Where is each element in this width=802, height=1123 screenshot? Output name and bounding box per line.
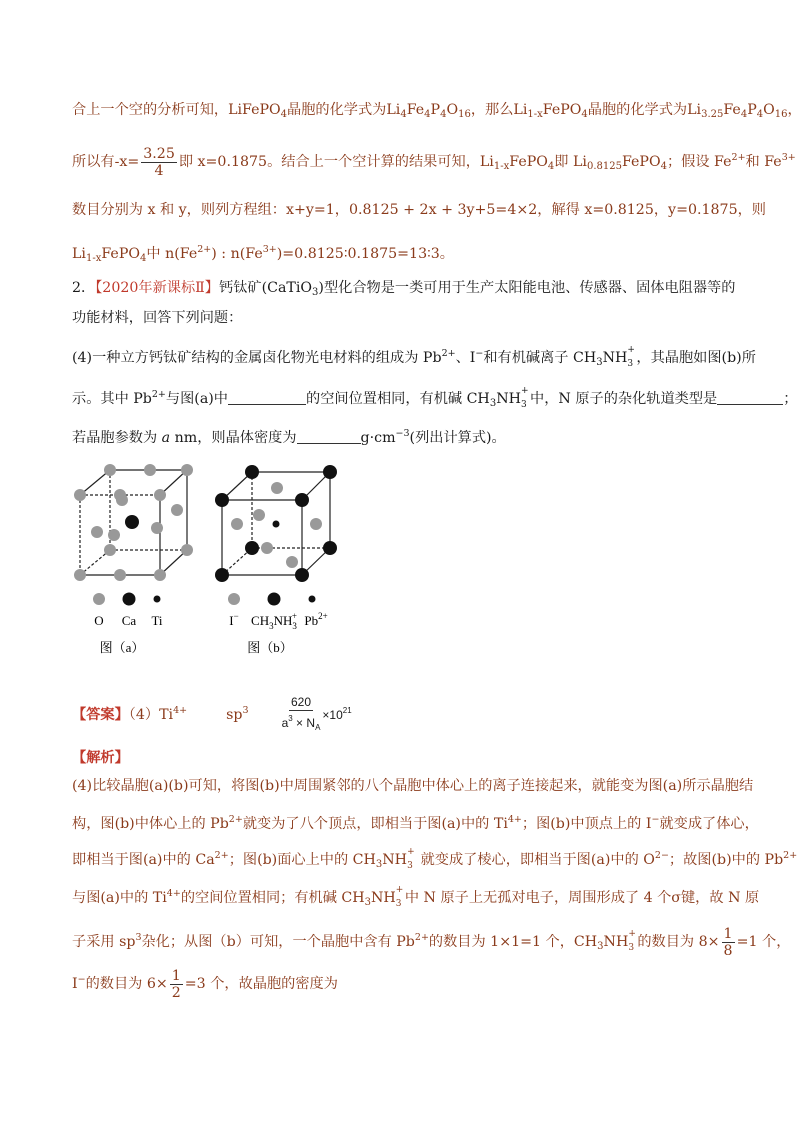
analysis-label: 【解析】 — [72, 750, 129, 766]
analysis-line: 构，图(b)中体心上的 $Pb^{2+}$就变为了八个顶点，即相当于图(a)中的 $Ti^{4+}$；图(b)中顶点上的 I−就变成了体心， — [72, 814, 759, 832]
analysis-line: 与图(a)中的 $Ti^{4+}$的空间位置相同；有机碱 $CH_3NH$ + 3 中 N 原子上无孤对电子，周围形成了 4 个σ键，故 N 原 — [72, 885, 760, 909]
answer-blank[interactable] — [717, 390, 783, 405]
question-part: 若晶胞参数为 a nm，则晶体密度为 $g\cdot cm^{-3}$(列出计算式)。 — [72, 428, 506, 446]
text-span: )=0.8125∶0.1875=13∶3。 — [276, 246, 454, 262]
analysis-line: 即相当于图(a)中的 $Ca^{2+}$；图(b)面心上中的 $CH_3NH$ + 3 就变成了棱心，即相当于图(a)中的 $O^{2-}$；故图(b)中的 $Pb^{2+}$ — [72, 847, 798, 871]
text-span: 晶胞的化学式为Li — [587, 102, 702, 118]
text-span: Fe — [723, 102, 741, 118]
density-fraction: $\frac{620}{a^3 \times N_A}$ — [281, 695, 321, 732]
text-span: 合上一个空的分析可知，LiFePO — [72, 102, 281, 118]
question-part: (4)一种立方钙钛矿结构的金属卤化物光电材料的组成为 $Pb^{2+}$、I−和有机碱离子 $CH_3NH$ + 3 ，其晶胞如图(b)所 — [72, 345, 756, 369]
answer-line: 【答案】$(4)Ti^{4+}$ $sp^3$ $\frac{620}{a^3 \times N_A}$ $\times 10^{21}$ — [72, 694, 732, 736]
text-span: 即 x=0.1875。结合上一个空计算的结果可知，Li — [178, 154, 494, 170]
answer-blank[interactable] — [228, 390, 306, 405]
text-line: 数目分别为 x 和 y，则列方程组：x+y=1，0.8125 + 2x + 3y+5=4×2，解得 x=0.8125，y=0.1875，则 — [72, 202, 766, 218]
answer-label: 【答案】 — [72, 707, 129, 723]
text-line: $Li_{1-x}FePO_4$中 $n(Fe^{2+})$ : $n(Fe^{3+})=0.8125∶0.1875=13∶3$。 — [72, 244, 454, 264]
figure-caption-a: 图（a） — [99, 640, 145, 655]
text-span: FePO — [621, 154, 661, 170]
figure-caption-b: 图（b） — [247, 640, 293, 655]
text-line: 合上一个空的分析可知，LiFePO$_4$晶胞的化学式为$Li_4Fe_4P_4O_{16}$，那么$Li_{1-x}FePO_4$晶胞的化学式为$Li_{3.25}Fe_4P_4O_{16}$， — [72, 102, 802, 120]
question-part: 示。其中 $Pb^{2+}$与图(a)中 的空间位置相同，有机碱 $CH_3NH$ + 3 中，N 原子的杂化轨道类型是 ； — [72, 386, 798, 410]
analysis-line: 子采用 $sp^3$杂化；从图（b）可知，一个晶胞中含有 $Pb^{2+}$的数目为 1×1=1 个，$CH_3NH$ + 3 的数目为 8× $\frac{1}{8}$ =1 个， — [72, 925, 791, 959]
fraction: $\frac{1}{8}$ — [723, 925, 733, 959]
text-line: 所以有-x= $\frac{3.25}{4}$ 即 x=0.1875。结合上一个空计算的结果可知，$Li_{1-x}FePO_4$即 $Li_{0.8125}FePO_4$；假设 $Fe^{2+}$和 $Fe^{3+}$ — [72, 145, 796, 179]
analysis-line: I−的数目为 6× $\frac{1}{2}$ =3 个，故晶胞的密度为 — [72, 967, 338, 1001]
text-span: ，那么Li — [470, 102, 528, 118]
question-stem: 2．【2020年新课标Ⅱ】钙钛矿(CaTiO$_3$)型化合物是一类可用于生产太阳能电池、传感器、固体电阻器等的 — [72, 280, 736, 298]
text-span: FePO — [101, 246, 141, 262]
legend-label-ca: Ca — [121, 613, 137, 628]
text-span: 即 Li — [554, 154, 587, 170]
text-span: 晶胞的化学式为Li — [287, 102, 401, 118]
text-span: ；假设 Fe — [666, 154, 732, 170]
text-span: ) : n(Fe — [211, 246, 263, 262]
text-span: 钙钛矿(CaTiO — [219, 280, 313, 296]
fraction: $\frac{1}{2}$ — [171, 967, 181, 1001]
question-stem: 功能材料，回答下列问题： — [72, 310, 243, 326]
text-span: 中 n(Fe — [146, 246, 198, 262]
crystal-cell-figure-b — [212, 460, 347, 660]
legend-label-i: I− — [229, 611, 239, 628]
answer-blank[interactable] — [297, 429, 361, 444]
question-number: 2． — [72, 280, 96, 296]
fraction: $\frac{3.25}{4}$ — [143, 145, 175, 179]
text-span: 所以有-x= — [72, 154, 140, 170]
text-span: FePO — [509, 154, 548, 170]
legend-label-o: O — [94, 613, 104, 628]
legend-label-pb: $Pb^{2+}$ — [304, 611, 328, 628]
question-source: 【2020年新课标Ⅱ】 — [95, 280, 219, 296]
legend-label-ti: Ti — [151, 613, 163, 628]
text-span: 和 Fe — [745, 154, 782, 170]
text-span: )型化合物是一类可用于生产太阳能电池、传感器、固体电阻器等的 — [318, 280, 736, 296]
crystal-cell-figure-a — [72, 460, 207, 660]
text-span: Li — [72, 246, 86, 262]
analysis-line: (4)比较晶胞(a)(b)可知，将图(b)中周围紧邻的八个晶胞中体心上的离子连接起来，就能变为图(a)所示晶胞结 — [72, 778, 754, 794]
legend-label-ch3nh3: $CH_3NH_3+$ — [251, 611, 297, 631]
text-span: FePO — [542, 102, 582, 118]
